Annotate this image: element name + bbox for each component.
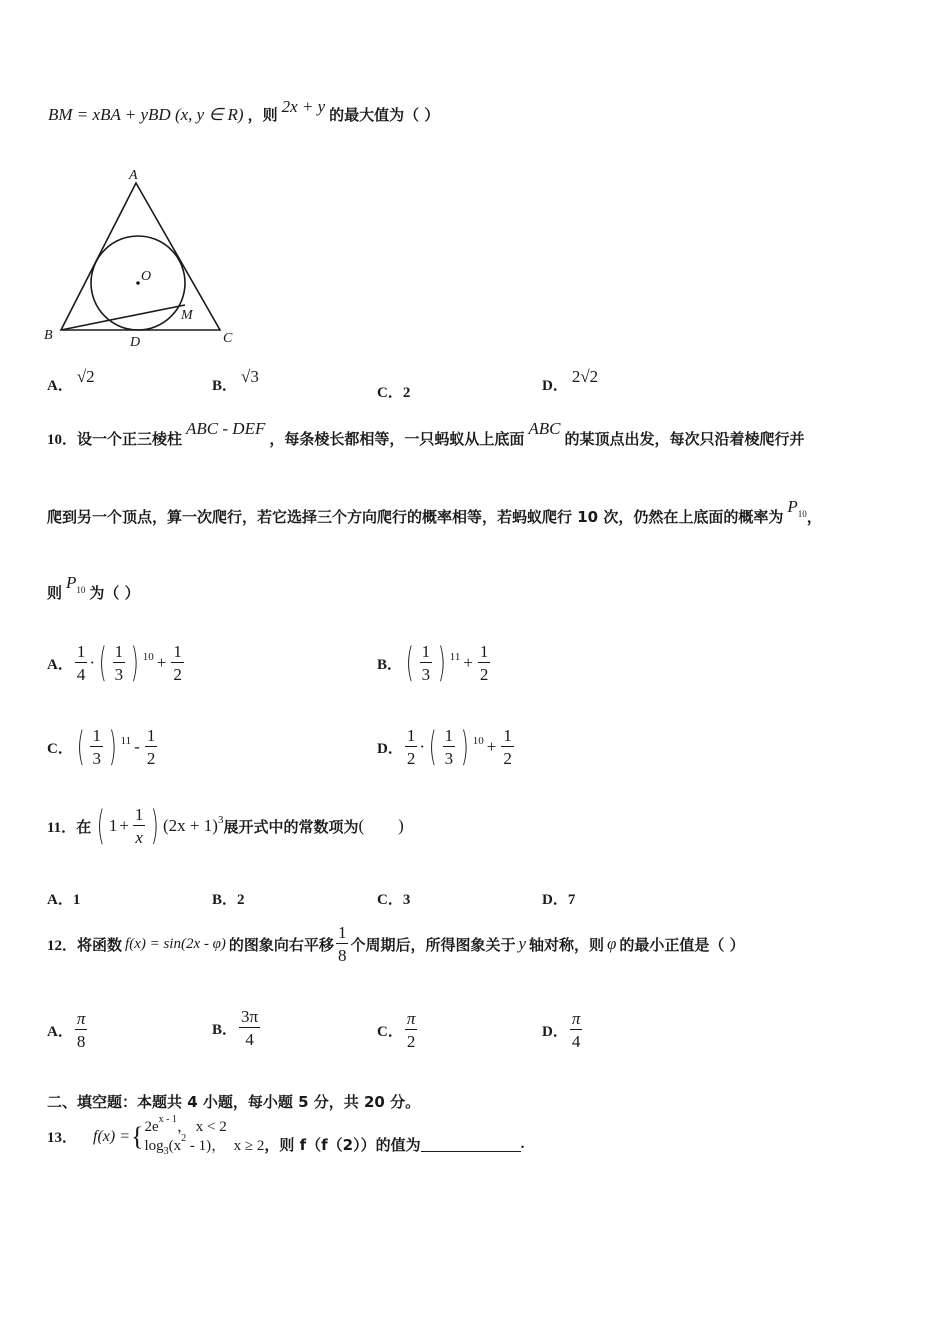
q9-option-c[interactable] xyxy=(377,381,410,402)
q11-text: 展开式中的常数项为 xyxy=(223,817,359,836)
coef-fraction xyxy=(405,727,418,767)
q10-option-c[interactable]: C． ( $\frac{1}{3}$ ) 11 - $\frac{1}{2}$ xyxy=(47,724,156,770)
q9-stem-tail: 的最大值为（ ） xyxy=(329,106,440,124)
q10-p: P xyxy=(787,497,798,516)
q13-case2 xyxy=(144,1132,265,1157)
exponent: 10 xyxy=(142,651,154,663)
center-point xyxy=(136,281,140,285)
denominator: 4 xyxy=(245,1030,254,1049)
operator: + xyxy=(463,653,473,672)
q10-text: ，每条棱长都相等，一只蚂蚁从上底面 xyxy=(269,430,525,448)
q11-answer-paren: ( ) xyxy=(358,816,404,835)
option-fraction xyxy=(570,1010,583,1050)
option-label: A． xyxy=(47,892,73,908)
q12-number: 12． xyxy=(47,937,78,954)
q12-shift-fraction xyxy=(336,924,349,964)
q10-text: 则 xyxy=(47,584,63,602)
q10-number: 10． xyxy=(47,432,78,448)
base-fraction xyxy=(90,727,103,767)
option-label: A． xyxy=(47,378,73,394)
q10-text: 为（ ） xyxy=(89,584,140,602)
option-value: 7 xyxy=(567,892,576,908)
denominator: 2 xyxy=(406,749,416,768)
denominator: 8 xyxy=(337,946,347,965)
numerator: π xyxy=(571,1009,581,1028)
denominator: 2 xyxy=(479,665,489,684)
coef-fraction xyxy=(75,643,88,683)
numerator: π xyxy=(406,1009,416,1028)
case2-argument: (x xyxy=(168,1137,182,1154)
q9-stem-mid: ，则 xyxy=(247,106,278,124)
q13-brace: { xyxy=(131,1121,144,1151)
exponent: 11 xyxy=(449,651,461,663)
denominator: 2 xyxy=(406,1032,416,1051)
add-fraction xyxy=(501,727,514,767)
label-c: C xyxy=(223,331,233,346)
denominator: 2 xyxy=(503,749,512,768)
q11-plus: + xyxy=(119,816,129,835)
option-label: B． xyxy=(212,1021,238,1038)
numerator: 3π xyxy=(241,1007,259,1026)
case2-subscript: 3 xyxy=(163,1145,169,1157)
q13-stem xyxy=(47,1114,525,1157)
case2-condition: - 1)， x ≥ 2 xyxy=(186,1137,265,1154)
numerator: 1 xyxy=(479,642,489,661)
case2-log: log xyxy=(144,1137,164,1154)
option-label: D． xyxy=(377,740,403,757)
q12-text: 将函数 xyxy=(77,935,123,954)
operator: + xyxy=(156,653,167,672)
numerator: 1 xyxy=(337,923,347,942)
section-heading: 二、填空题：本题共 4 小题，每小题 5 分，共 20 分。 xyxy=(47,1093,421,1111)
q11-text: 在 xyxy=(76,817,92,836)
denominator: 3 xyxy=(444,749,454,768)
numerator: 1 xyxy=(173,642,182,661)
q10-option-b[interactable]: B． ( $\frac{1}{3}$ ) 11 + $\frac{1}{2}$ xyxy=(377,640,489,686)
q9-option-b[interactable] xyxy=(212,367,259,395)
option-label: C． xyxy=(47,740,73,757)
denominator: 4 xyxy=(571,1032,581,1051)
q12-option-c[interactable] xyxy=(377,1010,419,1050)
option-value: 1 xyxy=(72,892,81,908)
numerator: 1 xyxy=(92,726,101,745)
label-m: M xyxy=(181,308,193,323)
denominator: 8 xyxy=(76,1032,86,1051)
case2-square: 2 xyxy=(181,1132,187,1144)
q9-stem xyxy=(48,97,440,125)
option-label: A． xyxy=(47,656,73,673)
q11-option-c[interactable] xyxy=(377,888,410,909)
q10-text: 设一个正三棱柱 xyxy=(77,430,183,448)
q10-p-subscript: 10 xyxy=(76,585,86,595)
q10-prism: ABC - DEF xyxy=(186,419,266,438)
option-value: 3 xyxy=(402,892,411,908)
q9-triangle-figure xyxy=(40,165,250,355)
option-label: D． xyxy=(542,378,568,394)
q11-exponent: 3 xyxy=(217,814,224,826)
case1-condition: ， x < 2 xyxy=(177,1119,227,1135)
numerator: 1 xyxy=(503,726,512,745)
denominator: 4 xyxy=(76,665,86,684)
q12-option-b[interactable] xyxy=(212,1008,262,1048)
q10-line3 xyxy=(47,573,140,603)
numerator: π xyxy=(76,1009,86,1028)
q10-p: P xyxy=(66,573,77,592)
q10-p-subscript: 10 xyxy=(797,509,807,519)
q12-function: f(x) = sin(2x - φ) xyxy=(125,935,226,952)
operator: + xyxy=(486,737,497,756)
case1-base: 2e xyxy=(144,1119,159,1135)
denominator: 3 xyxy=(114,665,124,684)
q12-option-a[interactable] xyxy=(47,1010,89,1050)
q11-one: 1 xyxy=(108,816,118,835)
numerator: 1 xyxy=(146,726,156,745)
q12-option-d[interactable] xyxy=(542,1010,584,1050)
option-fraction xyxy=(75,1010,88,1050)
denominator: 2 xyxy=(173,665,182,684)
q10-base: ABC xyxy=(528,419,561,438)
label-d: D xyxy=(130,335,141,350)
base-fraction xyxy=(420,643,433,683)
label-b: B xyxy=(44,328,53,343)
q9-option-d[interactable] xyxy=(542,367,599,395)
label-a: A xyxy=(129,168,138,183)
numerator: 1 xyxy=(76,642,86,661)
q12-text: 的最小正值是（ ） xyxy=(619,935,745,954)
q10-option-a[interactable]: A． $\frac{1}{4}$ · ( $\frac{1}{3}$ ) 10 + $\frac{1}{2}$ xyxy=(47,640,182,686)
q13-text: ，则 f（f（2））的值为 xyxy=(264,1136,421,1155)
q13-cases xyxy=(144,1114,265,1157)
option-label: B． xyxy=(377,656,403,673)
segment-bm xyxy=(61,305,185,330)
numerator: 1 xyxy=(406,726,416,745)
q11-option-d[interactable] xyxy=(542,888,575,909)
option-label: B． xyxy=(212,378,238,394)
q10-option-d[interactable]: D． $\frac{1}{2}$ · ( $\frac{1}{3}$ ) 10 + $\frac{1}{2}$ xyxy=(377,724,512,770)
numerator: 1 xyxy=(421,642,431,661)
option-label: C． xyxy=(377,385,403,401)
base-fraction xyxy=(443,727,456,767)
add-fraction xyxy=(478,643,491,683)
option-label: A． xyxy=(47,1023,73,1040)
q9-expression: 2x + y xyxy=(281,97,326,116)
q9-vector-equation: BM = xBA + yBD (x, y ∈ R) xyxy=(48,105,244,124)
option-value: √2 xyxy=(76,367,95,386)
numerator: 1 xyxy=(114,642,124,661)
option-label: D． xyxy=(542,892,568,908)
base-fraction xyxy=(113,643,126,683)
q11-stem: 11． 在 ( 1 + $\frac{1}{x}$ ) (2x + 1) 3 展开式中的常数项为 ( ) xyxy=(47,803,404,849)
q10-text: 爬到另一个顶点，算一次爬行，若它选择三个方向爬行的概率相等，若蚂蚁爬行 10 次，仍然在上底面的概率为 xyxy=(47,508,784,526)
denominator: 3 xyxy=(421,665,431,684)
option-value: √3 xyxy=(241,367,259,386)
q13-case1 xyxy=(144,1114,265,1137)
q13-answer-blank[interactable] xyxy=(421,1137,521,1152)
numerator: 1 xyxy=(134,805,144,824)
q12-text: 的图象向右平移 xyxy=(228,935,334,954)
q11-option-a[interactable] xyxy=(47,888,80,909)
q11-factor: (2x + 1) xyxy=(163,816,218,835)
q13-number: 13． xyxy=(47,1130,78,1147)
q13-lhs: f(x) = xyxy=(93,1127,131,1145)
option-value: 2 xyxy=(237,892,245,908)
add-fraction xyxy=(171,643,184,683)
q12-text: 轴对称，则 xyxy=(529,935,605,954)
q12-stem xyxy=(47,924,745,964)
option-fraction xyxy=(239,1008,260,1048)
case1-exponent: x - 1 xyxy=(158,1114,178,1125)
q10-line1 xyxy=(47,419,805,449)
option-value: 2 xyxy=(402,385,411,401)
add-fraction xyxy=(145,727,158,767)
q11-fraction xyxy=(133,806,146,846)
option-value: 2√2 xyxy=(571,367,599,386)
q12-phi: φ xyxy=(607,934,617,953)
option-label: C． xyxy=(377,1023,403,1040)
denominator: x xyxy=(135,828,143,847)
option-label: C． xyxy=(377,892,403,908)
q12-y: y xyxy=(518,934,526,953)
q10-line2 xyxy=(47,497,822,527)
exponent: 10 xyxy=(472,735,484,747)
option-label: B． xyxy=(212,892,238,908)
denominator: 2 xyxy=(146,749,156,768)
q11-option-b[interactable] xyxy=(212,888,245,909)
exponent: 11 xyxy=(120,735,132,747)
label-o: O xyxy=(141,269,152,284)
numerator: 1 xyxy=(444,726,454,745)
q11-number: 11． xyxy=(47,819,77,836)
q12-text: 个周期后，所得图象关于 xyxy=(350,935,516,954)
q9-option-a[interactable] xyxy=(47,367,95,395)
option-label: D． xyxy=(542,1023,568,1040)
denominator: 3 xyxy=(92,749,101,768)
triangle-abc xyxy=(61,183,220,330)
q10-text: ， xyxy=(806,508,822,526)
operator: - xyxy=(134,737,140,756)
q13-period: . xyxy=(520,1136,525,1153)
option-fraction xyxy=(405,1010,418,1050)
q10-text: 的某顶点出发，每次只沿着棱爬行并 xyxy=(564,430,805,448)
